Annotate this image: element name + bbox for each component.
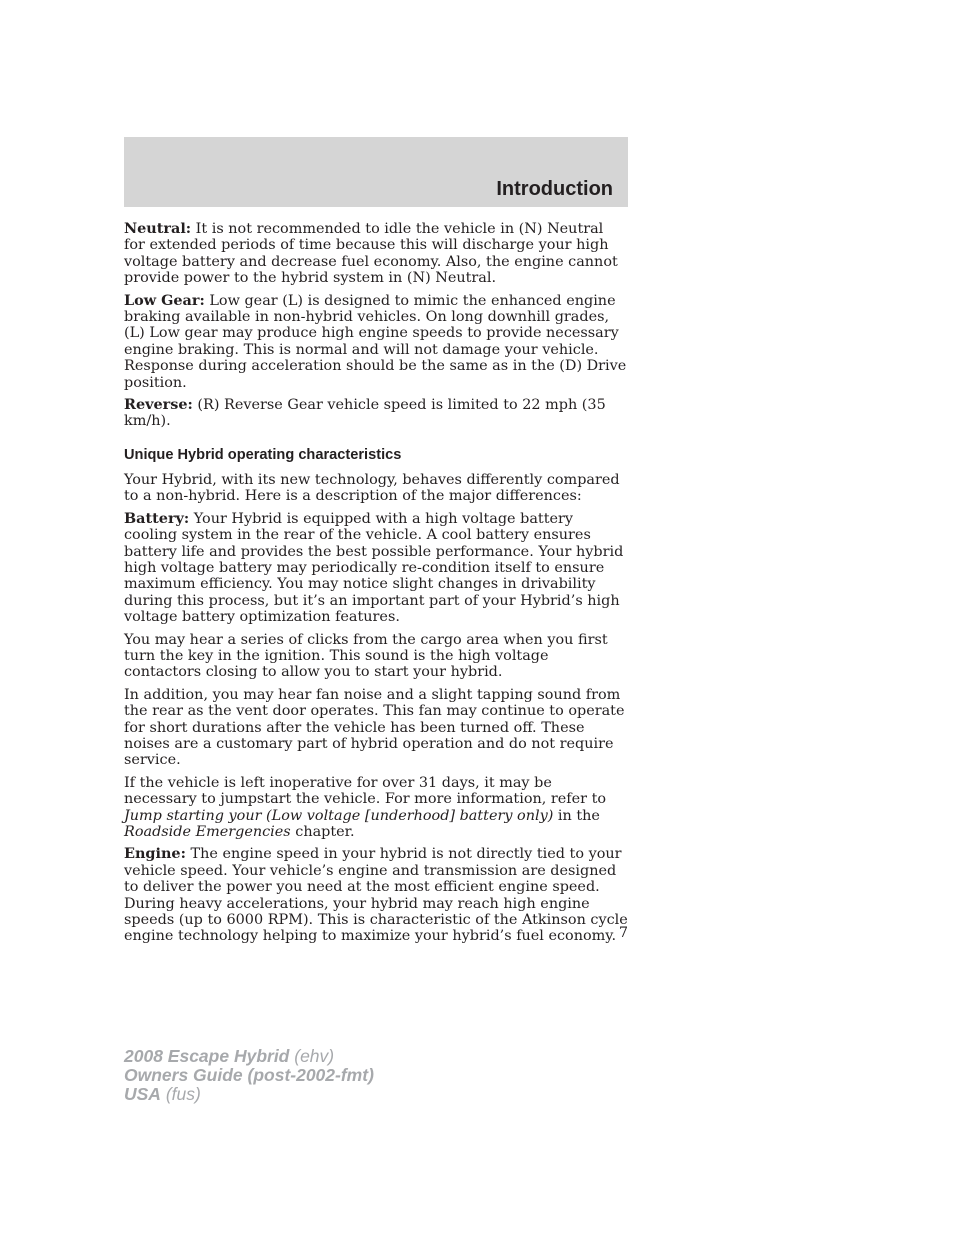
term-label: Low Gear:	[124, 291, 205, 309]
term-label: Neutral:	[124, 220, 192, 237]
footer-line-market	[124, 1085, 374, 1104]
paragraph-fan: In addition, you may hear fan noise and a slight tapping sound from the rear as the vent door operates. This fan may continue to operate for short durations after the vehicle has been turned off. These noises are a customary part of hybrid operation and do not require service.	[124, 686, 625, 769]
footer-line-guide	[124, 1066, 374, 1085]
subheading: Unique Hybrid operating characteristics	[124, 446, 402, 463]
paragraph-intro: Your Hybrid, with its new technology, behaves differently compared to a non-hybrid. Here is a description of the major differences:	[124, 471, 620, 505]
term-label: Reverse:	[124, 396, 193, 414]
footer-guide: Owners Guide (post-2002-fmt)	[124, 1065, 374, 1085]
paragraph-neutral	[124, 221, 628, 287]
paragraph-text: If the vehicle is left inoperative for over 31 days, it may be necessary to jumpstart the vehicle. For more information, refer to	[124, 774, 607, 808]
paragraph-clicks: You may hear a series of clicks from the cargo area when you first turn the key in the ignition. This sound is the high voltage contactors closing to allow you to start your hybrid.	[124, 631, 608, 681]
paragraph-text: It is not recommended to idle the vehicle in (N) Neutral for extended periods of time because this will discharge your high voltage battery and decrease fuel economy. Also, the engine cannot provide power to the hybrid system in (N) Neutral.	[124, 221, 618, 287]
paragraph-text: Low gear (L) is designed to mimic the enhanced engine braking available in non-hybrid vehicles. On long downhill grades, (L) Low gear may produce high engine speeds to provide necessary engine braking. This is normal and will not damage your vehicle. Response during acceleration should be the same as in the (D) Drive position.	[124, 292, 627, 391]
section-header-band	[124, 137, 628, 207]
section-title: Introduction	[496, 178, 613, 200]
term-label: Engine:	[124, 845, 186, 863]
paragraph-text: The engine speed in your hybrid is not directly tied to your vehicle speed. Your vehicle’s engine and transmission are designed to deliver the power you need at the most efficient engine speed. During heavy accelerations, your hybrid may reach high engine speeds (up to 6000 RPM). This is characteristic of the Atkinson cycle engine technology helping to maximize your hybrid’s fuel economy.	[124, 846, 628, 945]
paragraph-battery	[124, 511, 628, 626]
paragraph-text: (R) Reverse Gear vehicle speed is limited to 22 mph (35 km/h).	[124, 397, 606, 430]
footer-line-model	[124, 1047, 374, 1066]
term-label: Battery:	[124, 509, 190, 527]
paragraph-engine	[124, 846, 628, 944]
paragraph-inoperative	[124, 775, 628, 841]
footer-model: 2008 Escape Hybrid	[124, 1046, 290, 1066]
footer-market: USA	[124, 1084, 161, 1104]
paragraph-reverse	[124, 397, 628, 430]
cross-reference-roadside-emergencies: Roadside Emergencies	[124, 824, 291, 840]
paragraph-text: in the	[553, 807, 600, 824]
paragraph-low-gear	[124, 293, 628, 391]
paragraph-text: chapter.	[290, 824, 355, 840]
paragraph-text: Your Hybrid is equipped with a high voltage battery cooling system in the rear of the vehicle. A cool battery ensures battery life and provides the best possible performance. Your hybrid high voltage battery may periodically re-condition itself to ensure maximum efficiency. You may notice slight changes in drivability during this process, but it’s an important part of your Hybrid’s high voltage battery optimization features.	[124, 510, 624, 626]
document-footer	[124, 1047, 374, 1104]
footer-model-code: (ehv)	[289, 1046, 335, 1066]
page-body	[124, 221, 628, 951]
page-number: 7	[618, 925, 628, 941]
footer-market-code: (fus)	[160, 1084, 201, 1104]
cross-reference-jump-starting: Jump starting your (Low voltage [underhood] battery only)	[124, 807, 554, 824]
